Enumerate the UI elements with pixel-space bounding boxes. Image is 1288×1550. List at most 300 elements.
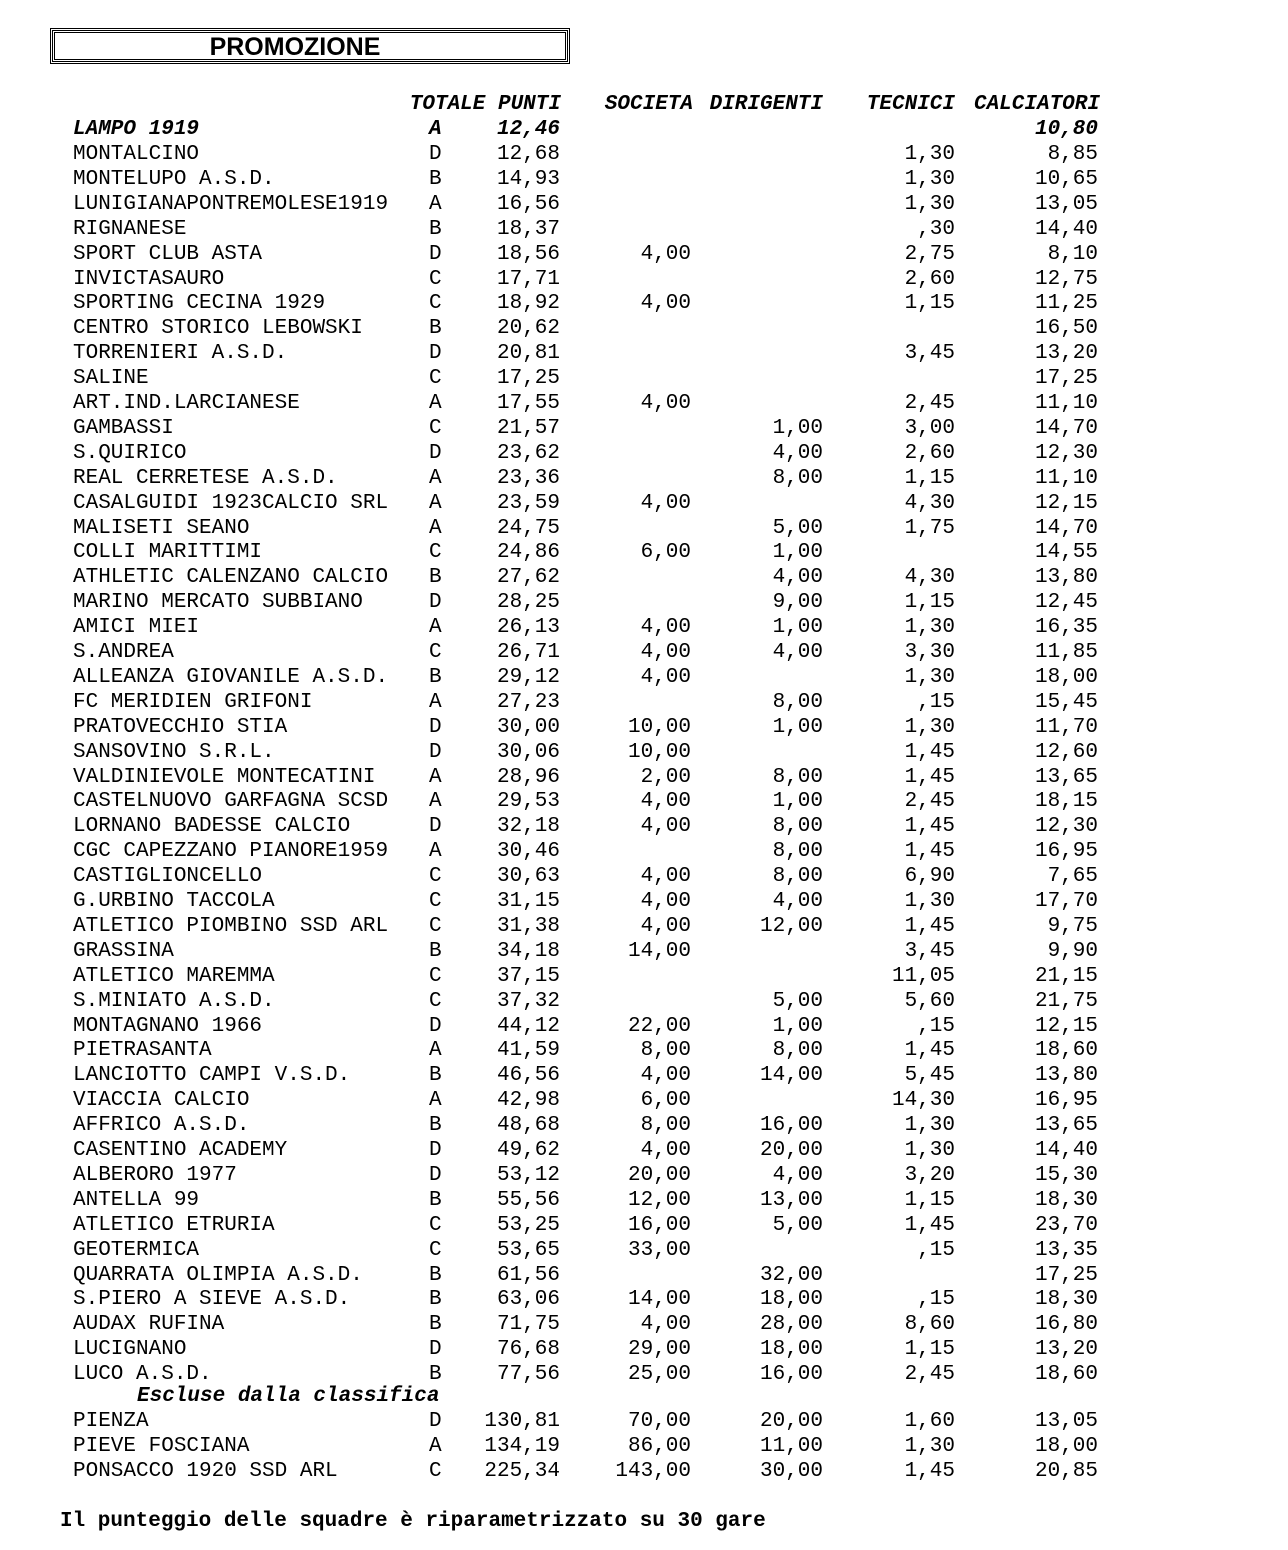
team-group: C xyxy=(429,1213,442,1237)
team-calciatori: 18,00 xyxy=(1034,1434,1098,1458)
team-name: MALISETI SEANO xyxy=(73,516,250,540)
team-group: D xyxy=(429,242,442,266)
team-group: C xyxy=(429,641,442,664)
team-group: A xyxy=(429,790,442,814)
team-tecnici: 1,45 xyxy=(904,1459,955,1483)
team-name: SPORT CLUB ASTA xyxy=(73,242,263,266)
team-societa: 86,00 xyxy=(627,1434,691,1458)
team-calciatori: 13,20 xyxy=(1034,342,1098,366)
table-row xyxy=(0,889,1288,914)
team-group: C xyxy=(429,890,442,913)
team-group: A xyxy=(429,516,442,540)
team-name: AMICI MIEI xyxy=(73,616,200,640)
team-name: S.QUIRICO xyxy=(73,441,187,465)
team-tecnici: 1,45 xyxy=(904,840,955,864)
team-dirigenti: 9,00 xyxy=(772,591,823,615)
table-row xyxy=(0,441,1288,466)
team-total: 30,06 xyxy=(496,740,560,764)
team-group: D xyxy=(429,1014,442,1038)
team-dirigenti: 8,00 xyxy=(772,690,823,714)
team-dirigenti: 8,00 xyxy=(772,466,823,490)
team-calciatori: 18,30 xyxy=(1034,1288,1098,1312)
team-group: D xyxy=(429,441,442,465)
table-row xyxy=(0,466,1288,491)
team-name: S.MINIATO A.S.D. xyxy=(73,989,275,1013)
team-group: B xyxy=(429,1313,442,1337)
table-row xyxy=(0,1263,1288,1288)
team-societa: 4,00 xyxy=(640,392,691,415)
team-tecnici: ,15 xyxy=(917,1238,955,1262)
team-societa: 10,00 xyxy=(627,740,691,764)
team-total: 28,25 xyxy=(496,591,560,615)
team-total: 48,68 xyxy=(496,1114,560,1138)
team-societa: 70,00 xyxy=(627,1410,691,1433)
team-total: 61,56 xyxy=(496,1263,560,1287)
team-tecnici: 1,30 xyxy=(904,890,955,913)
table-row xyxy=(0,939,1288,964)
team-group: B xyxy=(429,167,442,191)
team-societa: 4,00 xyxy=(640,914,691,938)
leader-calciatori: 10,80 xyxy=(1034,118,1098,141)
team-calciatori: 11,10 xyxy=(1034,466,1098,490)
team-societa: 4,00 xyxy=(640,242,691,266)
team-name: CASALGUIDI 1923CALCIO SRL xyxy=(73,491,389,515)
team-societa: 4,00 xyxy=(640,890,691,913)
team-group: C xyxy=(429,865,442,889)
team-name: PIEVE FOSCIANA xyxy=(73,1434,250,1458)
team-group: D xyxy=(429,1139,442,1162)
team-tecnici: 2,45 xyxy=(904,392,955,415)
team-group: A xyxy=(429,840,442,864)
team-group: A xyxy=(429,1089,442,1113)
team-tecnici: 1,30 xyxy=(904,1114,955,1138)
team-total: 37,32 xyxy=(496,989,560,1013)
team-dirigenti: 1,00 xyxy=(772,616,823,640)
team-societa: 22,00 xyxy=(627,1014,691,1038)
team-group: C xyxy=(429,914,442,938)
team-dirigenti: 16,00 xyxy=(759,1363,823,1387)
team-name: LUNIGIANAPONTREMOLESE1919 xyxy=(73,192,389,216)
table-row xyxy=(0,391,1288,416)
table-row xyxy=(0,1213,1288,1238)
team-name: ART.IND.LARCIANESE xyxy=(73,392,300,415)
team-name: QUARRATA OLIMPIA A.S.D. xyxy=(73,1263,363,1287)
team-calciatori: 13,05 xyxy=(1034,1410,1098,1433)
team-tecnici: ,15 xyxy=(917,1014,955,1038)
team-tecnici: ,30 xyxy=(917,217,955,241)
team-total: 34,18 xyxy=(496,939,560,963)
team-calciatori: 16,50 xyxy=(1034,317,1098,341)
table-row xyxy=(0,715,1288,740)
team-calciatori: 17,70 xyxy=(1034,890,1098,913)
team-total: 17,25 xyxy=(496,367,560,391)
team-calciatori: 18,60 xyxy=(1034,1363,1098,1387)
table-row xyxy=(0,1088,1288,1113)
team-total: 76,68 xyxy=(496,1338,560,1362)
team-tecnici: 5,60 xyxy=(904,989,955,1013)
team-total: 28,96 xyxy=(496,765,560,789)
team-group: B xyxy=(429,217,442,241)
team-dirigenti: 32,00 xyxy=(759,1263,823,1287)
team-total: 134,19 xyxy=(484,1434,560,1458)
team-group: A xyxy=(429,765,442,789)
team-calciatori: 17,25 xyxy=(1034,367,1098,391)
team-dirigenti: 20,00 xyxy=(759,1139,823,1162)
team-name: AUDAX RUFINA xyxy=(73,1313,225,1337)
table-row xyxy=(0,341,1288,366)
team-total: 24,75 xyxy=(496,516,560,540)
table-row xyxy=(0,590,1288,615)
team-tecnici: 3,45 xyxy=(904,939,955,963)
team-tecnici: 1,30 xyxy=(904,665,955,689)
team-name: GEOTERMICA xyxy=(73,1238,200,1262)
team-group: B xyxy=(429,665,442,689)
team-name: LANCIOTTO CAMPI V.S.D. xyxy=(73,1064,351,1088)
table-row xyxy=(0,615,1288,640)
team-calciatori: 21,75 xyxy=(1034,989,1098,1013)
team-tecnici: 3,30 xyxy=(904,641,955,664)
team-group: A xyxy=(429,1434,442,1458)
team-name: LUCO A.S.D. xyxy=(73,1363,212,1387)
team-societa: 4,00 xyxy=(640,865,691,889)
team-group: B xyxy=(429,1263,442,1287)
team-name: PIENZA xyxy=(73,1410,149,1433)
team-tecnici: 4,30 xyxy=(904,566,955,590)
team-dirigenti: 11,00 xyxy=(759,1434,823,1458)
team-group: D xyxy=(429,1338,442,1362)
team-group: B xyxy=(429,317,442,341)
team-total: 20,81 xyxy=(496,342,560,366)
team-total: 31,38 xyxy=(496,914,560,938)
team-total: 17,71 xyxy=(496,267,560,291)
team-dirigenti: 8,00 xyxy=(772,1039,823,1063)
team-dirigenti: 5,00 xyxy=(772,516,823,540)
leader-group: A xyxy=(429,118,442,141)
team-societa: 4,00 xyxy=(640,1064,691,1088)
team-dirigenti: 13,00 xyxy=(759,1188,823,1212)
team-name: S.ANDREA xyxy=(73,641,174,664)
team-calciatori: 13,20 xyxy=(1034,1338,1098,1362)
team-tecnici: 2,45 xyxy=(904,790,955,814)
team-total: 31,15 xyxy=(496,890,560,913)
team-calciatori: 14,40 xyxy=(1034,217,1098,241)
table-row xyxy=(0,1138,1288,1163)
header-calciatori: CALCIATORI xyxy=(973,93,1100,116)
team-total: 17,55 xyxy=(496,392,560,415)
team-total: 55,56 xyxy=(496,1188,560,1212)
team-total: 23,62 xyxy=(496,441,560,465)
team-tecnici: 1,45 xyxy=(904,1213,955,1237)
table-row xyxy=(0,814,1288,839)
team-dirigenti: 1,00 xyxy=(772,416,823,440)
team-total: 44,12 xyxy=(496,1014,560,1038)
team-calciatori: 15,45 xyxy=(1034,690,1098,714)
table-row xyxy=(0,1238,1288,1263)
team-tecnici: 1,45 xyxy=(904,740,955,764)
team-total: 53,65 xyxy=(496,1238,560,1262)
excluded-row xyxy=(0,1434,1288,1459)
team-dirigenti: 4,00 xyxy=(772,566,823,590)
team-calciatori: 13,65 xyxy=(1034,1114,1098,1138)
table-row xyxy=(0,690,1288,715)
team-calciatori: 12,15 xyxy=(1034,491,1098,515)
team-calciatori: 12,30 xyxy=(1034,441,1098,465)
team-total: 30,63 xyxy=(496,865,560,889)
team-tecnici: 1,15 xyxy=(904,1338,955,1362)
team-calciatori: 12,75 xyxy=(1034,267,1098,291)
team-group: A xyxy=(429,1039,442,1063)
leader-total: 12,46 xyxy=(496,118,560,141)
team-group: D xyxy=(429,815,442,839)
table-row xyxy=(0,491,1288,516)
team-calciatori: 8,10 xyxy=(1047,242,1098,266)
team-calciatori: 12,60 xyxy=(1034,740,1098,764)
table-row xyxy=(0,914,1288,939)
team-group: D xyxy=(429,591,442,615)
team-tecnici: 1,45 xyxy=(904,914,955,938)
team-name: PIETRASANTA xyxy=(73,1039,212,1063)
team-group: A xyxy=(429,466,442,490)
table-row xyxy=(0,1113,1288,1138)
table-row xyxy=(0,416,1288,441)
team-societa: 14,00 xyxy=(627,1288,691,1312)
team-name: CASENTINO ACADEMY xyxy=(73,1139,288,1162)
footnote: Il punteggio delle squadre è riparametrizzato su 30 gare xyxy=(60,1510,766,1533)
team-calciatori: 13,80 xyxy=(1034,1064,1098,1088)
team-total: 30,00 xyxy=(496,715,560,739)
team-name: PRATOVECCHIO STIA xyxy=(73,715,288,739)
team-group: C xyxy=(429,1238,442,1262)
excluded-row xyxy=(0,1459,1288,1484)
team-dirigenti: 8,00 xyxy=(772,815,823,839)
team-tecnici: 2,60 xyxy=(904,441,955,465)
team-calciatori: 16,95 xyxy=(1034,1089,1098,1113)
team-calciatori: 11,70 xyxy=(1034,715,1098,739)
team-societa: 16,00 xyxy=(627,1213,691,1237)
team-calciatori: 14,70 xyxy=(1034,416,1098,440)
table-row xyxy=(0,640,1288,665)
team-tecnici: 1,30 xyxy=(904,1434,955,1458)
leader-row xyxy=(0,117,1288,142)
team-tecnici: 1,30 xyxy=(904,143,955,166)
table-row xyxy=(0,242,1288,267)
header-totale-punti: TOTALE PUNTI xyxy=(409,93,561,116)
team-tecnici: 1,60 xyxy=(904,1410,955,1433)
team-tecnici: 2,45 xyxy=(904,1363,955,1387)
team-dirigenti: 1,00 xyxy=(772,715,823,739)
team-tecnici: 1,15 xyxy=(904,466,955,490)
team-group: C xyxy=(429,964,442,988)
team-tecnici: 1,15 xyxy=(904,1188,955,1212)
team-name: MONTALCINO xyxy=(73,143,200,166)
team-name: RIGNANESE xyxy=(73,217,187,241)
team-group: A xyxy=(429,690,442,714)
team-calciatori: 14,55 xyxy=(1034,541,1098,565)
page-title: PROMOZIONE xyxy=(209,33,381,61)
team-total: 14,93 xyxy=(496,167,560,191)
team-societa: 4,00 xyxy=(640,665,691,689)
team-societa: 10,00 xyxy=(627,715,691,739)
team-societa: 4,00 xyxy=(640,790,691,814)
team-dirigenti: 12,00 xyxy=(759,914,823,938)
header-dirigenti: DIRIGENTI xyxy=(709,93,823,116)
team-tecnici: 14,30 xyxy=(891,1089,955,1113)
team-dirigenti: 5,00 xyxy=(772,1213,823,1237)
team-total: 24,86 xyxy=(496,541,560,565)
team-total: 53,25 xyxy=(496,1213,560,1237)
team-total: 26,71 xyxy=(496,641,560,664)
table-row xyxy=(0,964,1288,989)
team-group: D xyxy=(429,1163,442,1187)
team-tecnici: 8,60 xyxy=(904,1313,955,1337)
table-row xyxy=(0,1063,1288,1088)
team-dirigenti: 18,00 xyxy=(759,1288,823,1312)
team-group: D xyxy=(429,1410,442,1433)
team-tecnici: 1,30 xyxy=(904,616,955,640)
team-group: C xyxy=(429,989,442,1013)
team-calciatori: 21,15 xyxy=(1034,964,1098,988)
team-name: G.URBINO TACCOLA xyxy=(73,890,275,913)
team-total: 71,75 xyxy=(496,1313,560,1337)
team-calciatori: 16,80 xyxy=(1034,1313,1098,1337)
team-calciatori: 18,00 xyxy=(1034,665,1098,689)
table-row xyxy=(0,540,1288,565)
team-calciatori: 14,40 xyxy=(1034,1139,1098,1162)
team-tecnici: 1,30 xyxy=(904,1139,955,1162)
table-row xyxy=(0,839,1288,864)
table-row xyxy=(0,291,1288,316)
team-total: 32,18 xyxy=(496,815,560,839)
header-tecnici: TECNICI xyxy=(866,93,955,116)
team-name: ANTELLA 99 xyxy=(73,1188,200,1212)
team-dirigenti: 18,00 xyxy=(759,1338,823,1362)
team-tecnici: 6,90 xyxy=(904,865,955,889)
team-societa: 6,00 xyxy=(640,541,691,565)
team-name: PONSACCO 1920 SSD ARL xyxy=(73,1459,338,1483)
team-dirigenti: 1,00 xyxy=(772,1014,823,1038)
table-row xyxy=(0,192,1288,217)
team-dirigenti: 8,00 xyxy=(772,840,823,864)
team-calciatori: 11,25 xyxy=(1034,292,1098,316)
team-tecnici: ,15 xyxy=(917,1288,955,1312)
excluded-row xyxy=(0,1409,1288,1434)
table-row xyxy=(0,217,1288,242)
team-dirigenti: 20,00 xyxy=(759,1410,823,1433)
team-societa: 6,00 xyxy=(640,1089,691,1113)
table-row xyxy=(0,167,1288,192)
team-calciatori: 16,35 xyxy=(1034,616,1098,640)
team-group: C xyxy=(429,416,442,440)
team-total: 41,59 xyxy=(496,1039,560,1063)
team-tecnici: 5,45 xyxy=(904,1064,955,1088)
team-total: 18,37 xyxy=(496,217,560,241)
team-total: 12,68 xyxy=(496,143,560,166)
team-total: 27,62 xyxy=(496,566,560,590)
table-header xyxy=(0,92,1288,117)
team-group: C xyxy=(429,292,442,316)
team-name: VIACCIA CALCIO xyxy=(73,1089,250,1113)
team-total: 63,06 xyxy=(496,1288,560,1312)
team-dirigenti: 4,00 xyxy=(772,441,823,465)
team-calciatori: 13,05 xyxy=(1034,192,1098,216)
table-row xyxy=(0,864,1288,889)
team-calciatori: 12,45 xyxy=(1034,591,1098,615)
team-total: 77,56 xyxy=(496,1363,560,1387)
team-total: 29,12 xyxy=(496,665,560,689)
team-dirigenti: 4,00 xyxy=(772,890,823,913)
team-name: MONTAGNANO 1966 xyxy=(73,1014,263,1038)
team-societa: 25,00 xyxy=(627,1363,691,1387)
team-name: ATLETICO PIOMBINO SSD ARL xyxy=(73,914,389,938)
table-row xyxy=(0,366,1288,391)
table-row xyxy=(0,789,1288,814)
team-dirigenti: 4,00 xyxy=(772,1163,823,1187)
team-dirigenti: 14,00 xyxy=(759,1064,823,1088)
team-group: C xyxy=(429,1459,442,1483)
team-name: MARINO MERCATO SUBBIANO xyxy=(73,591,363,615)
team-calciatori: 12,30 xyxy=(1034,815,1098,839)
team-name: CENTRO STORICO LEBOWSKI xyxy=(73,317,363,341)
team-total: 225,34 xyxy=(484,1459,560,1483)
table-row xyxy=(0,316,1288,341)
team-tecnici: 1,15 xyxy=(904,591,955,615)
team-calciatori: 15,30 xyxy=(1034,1163,1098,1187)
team-total: 29,53 xyxy=(496,790,560,814)
team-name: TORRENIERI A.S.D. xyxy=(73,342,288,366)
team-group: B xyxy=(429,1114,442,1138)
team-dirigenti: 1,00 xyxy=(772,790,823,814)
team-total: 46,56 xyxy=(496,1064,560,1088)
leader-name: LAMPO 1919 xyxy=(73,118,200,141)
table-row xyxy=(0,665,1288,690)
team-societa: 4,00 xyxy=(640,292,691,316)
team-tecnici: ,15 xyxy=(917,690,955,714)
table-row xyxy=(0,1337,1288,1362)
team-tecnici: 1,30 xyxy=(904,715,955,739)
team-tecnici: 3,00 xyxy=(904,416,955,440)
team-group: D xyxy=(429,143,442,166)
team-calciatori: 9,90 xyxy=(1047,939,1098,963)
table-row xyxy=(0,740,1288,765)
table-row xyxy=(0,1038,1288,1063)
team-group: B xyxy=(429,939,442,963)
team-name: COLLI MARITTIMI xyxy=(73,541,263,565)
team-societa: 8,00 xyxy=(640,1114,691,1138)
team-tecnici: 1,75 xyxy=(904,516,955,540)
team-total: 21,57 xyxy=(496,416,560,440)
team-total: 42,98 xyxy=(496,1089,560,1113)
team-calciatori: 11,10 xyxy=(1034,392,1098,415)
team-name: ALLEANZA GIOVANILE A.S.D. xyxy=(73,665,389,689)
table-row xyxy=(0,1287,1288,1312)
team-dirigenti: 5,00 xyxy=(772,989,823,1013)
team-name: CGC CAPEZZANO PIANORE1959 xyxy=(73,840,389,864)
team-societa: 14,00 xyxy=(627,939,691,963)
table-row xyxy=(0,565,1288,590)
team-name: AFFRICO A.S.D. xyxy=(73,1114,250,1138)
team-societa: 4,00 xyxy=(640,1313,691,1337)
team-societa: 33,00 xyxy=(627,1238,691,1262)
title-inner-border xyxy=(54,32,566,60)
team-name: ATLETICO ETRURIA xyxy=(73,1213,275,1237)
team-name: VALDINIEVOLE MONTECATINI xyxy=(73,765,376,789)
team-tecnici: 3,45 xyxy=(904,342,955,366)
team-name: CASTIGLIONCELLO xyxy=(73,865,263,889)
team-calciatori: 13,80 xyxy=(1034,566,1098,590)
team-calciatori: 16,95 xyxy=(1034,840,1098,864)
team-group: B xyxy=(429,1363,442,1387)
team-tecnici: 1,45 xyxy=(904,765,955,789)
